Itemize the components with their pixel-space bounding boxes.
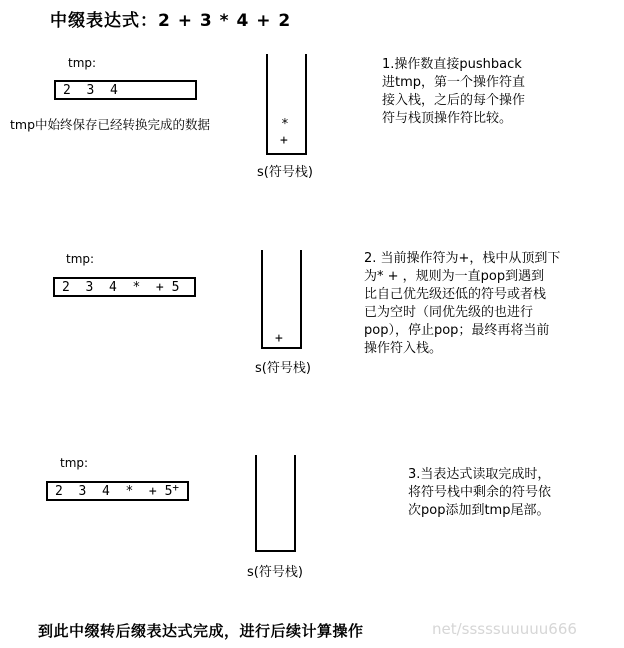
step3-tmp-value: 2 3 4 * + 5 — [55, 484, 173, 499]
note-line: 比自己优先级还低的符号或者栈 — [364, 287, 547, 302]
diagram-title: 中缀表达式：2 + 3 * 4 + 2 — [50, 11, 292, 31]
step1-note — [382, 56, 525, 128]
step3-tmp-box — [46, 481, 189, 501]
watermark: net/sssssuuuuu666 — [432, 620, 577, 638]
note-line: 已为空时（同优先级的也进行 — [364, 305, 534, 320]
step1-tmp-box: 2 3 4 — [54, 80, 197, 100]
note-line: 3.当表达式读取完成时， — [408, 467, 551, 482]
step1-tmp-label: tmp: — [68, 56, 97, 70]
step1-stack-bottom: + — [280, 133, 288, 148]
step3-tmp-label: tmp: — [60, 456, 89, 470]
step1-tmp-note: tmp中始终保存已经转换完成的数据 — [10, 117, 211, 132]
note-line: 1.操作数直接pushback — [382, 57, 522, 72]
footer-conclusion: 到此中缀转后缀表达式完成，进行后续计算操作 — [38, 622, 364, 640]
note-line: 进tmp，第一个操作符直 — [382, 75, 526, 90]
note-line: 符与栈顶操作符比较。 — [382, 111, 513, 126]
step1-stack-top: * — [281, 117, 289, 132]
step3-tmp-appended: + — [172, 481, 180, 494]
note-line: 2. 当前操作符为+，栈中从顶到下 — [364, 251, 561, 266]
note-line: 操作符入栈。 — [364, 341, 443, 356]
step2-stack-bottom: + — [275, 331, 283, 346]
step2-tmp-label: tmp: — [66, 252, 95, 266]
note-line: 将符号栈中剩余的符号依 — [408, 485, 552, 500]
step1-stack-label: s(符号栈) — [257, 165, 313, 180]
note-line: 接入栈，之后的每个操作 — [382, 93, 526, 108]
note-line: 为* + ，规则为一直pop到遇到 — [364, 269, 545, 284]
step3-stack-label: s(符号栈) — [247, 565, 303, 580]
step2-tmp-box: 2 3 4 * + 5 — [53, 277, 196, 297]
step3-stack — [255, 455, 296, 552]
note-line: pop），停止pop；最终再将当前 — [364, 323, 550, 338]
step3-note — [408, 466, 551, 520]
note-line: 次pop添加到tmp尾部。 — [408, 503, 550, 518]
step2-stack-label: s(符号栈) — [255, 361, 311, 376]
step2-note — [364, 250, 560, 358]
